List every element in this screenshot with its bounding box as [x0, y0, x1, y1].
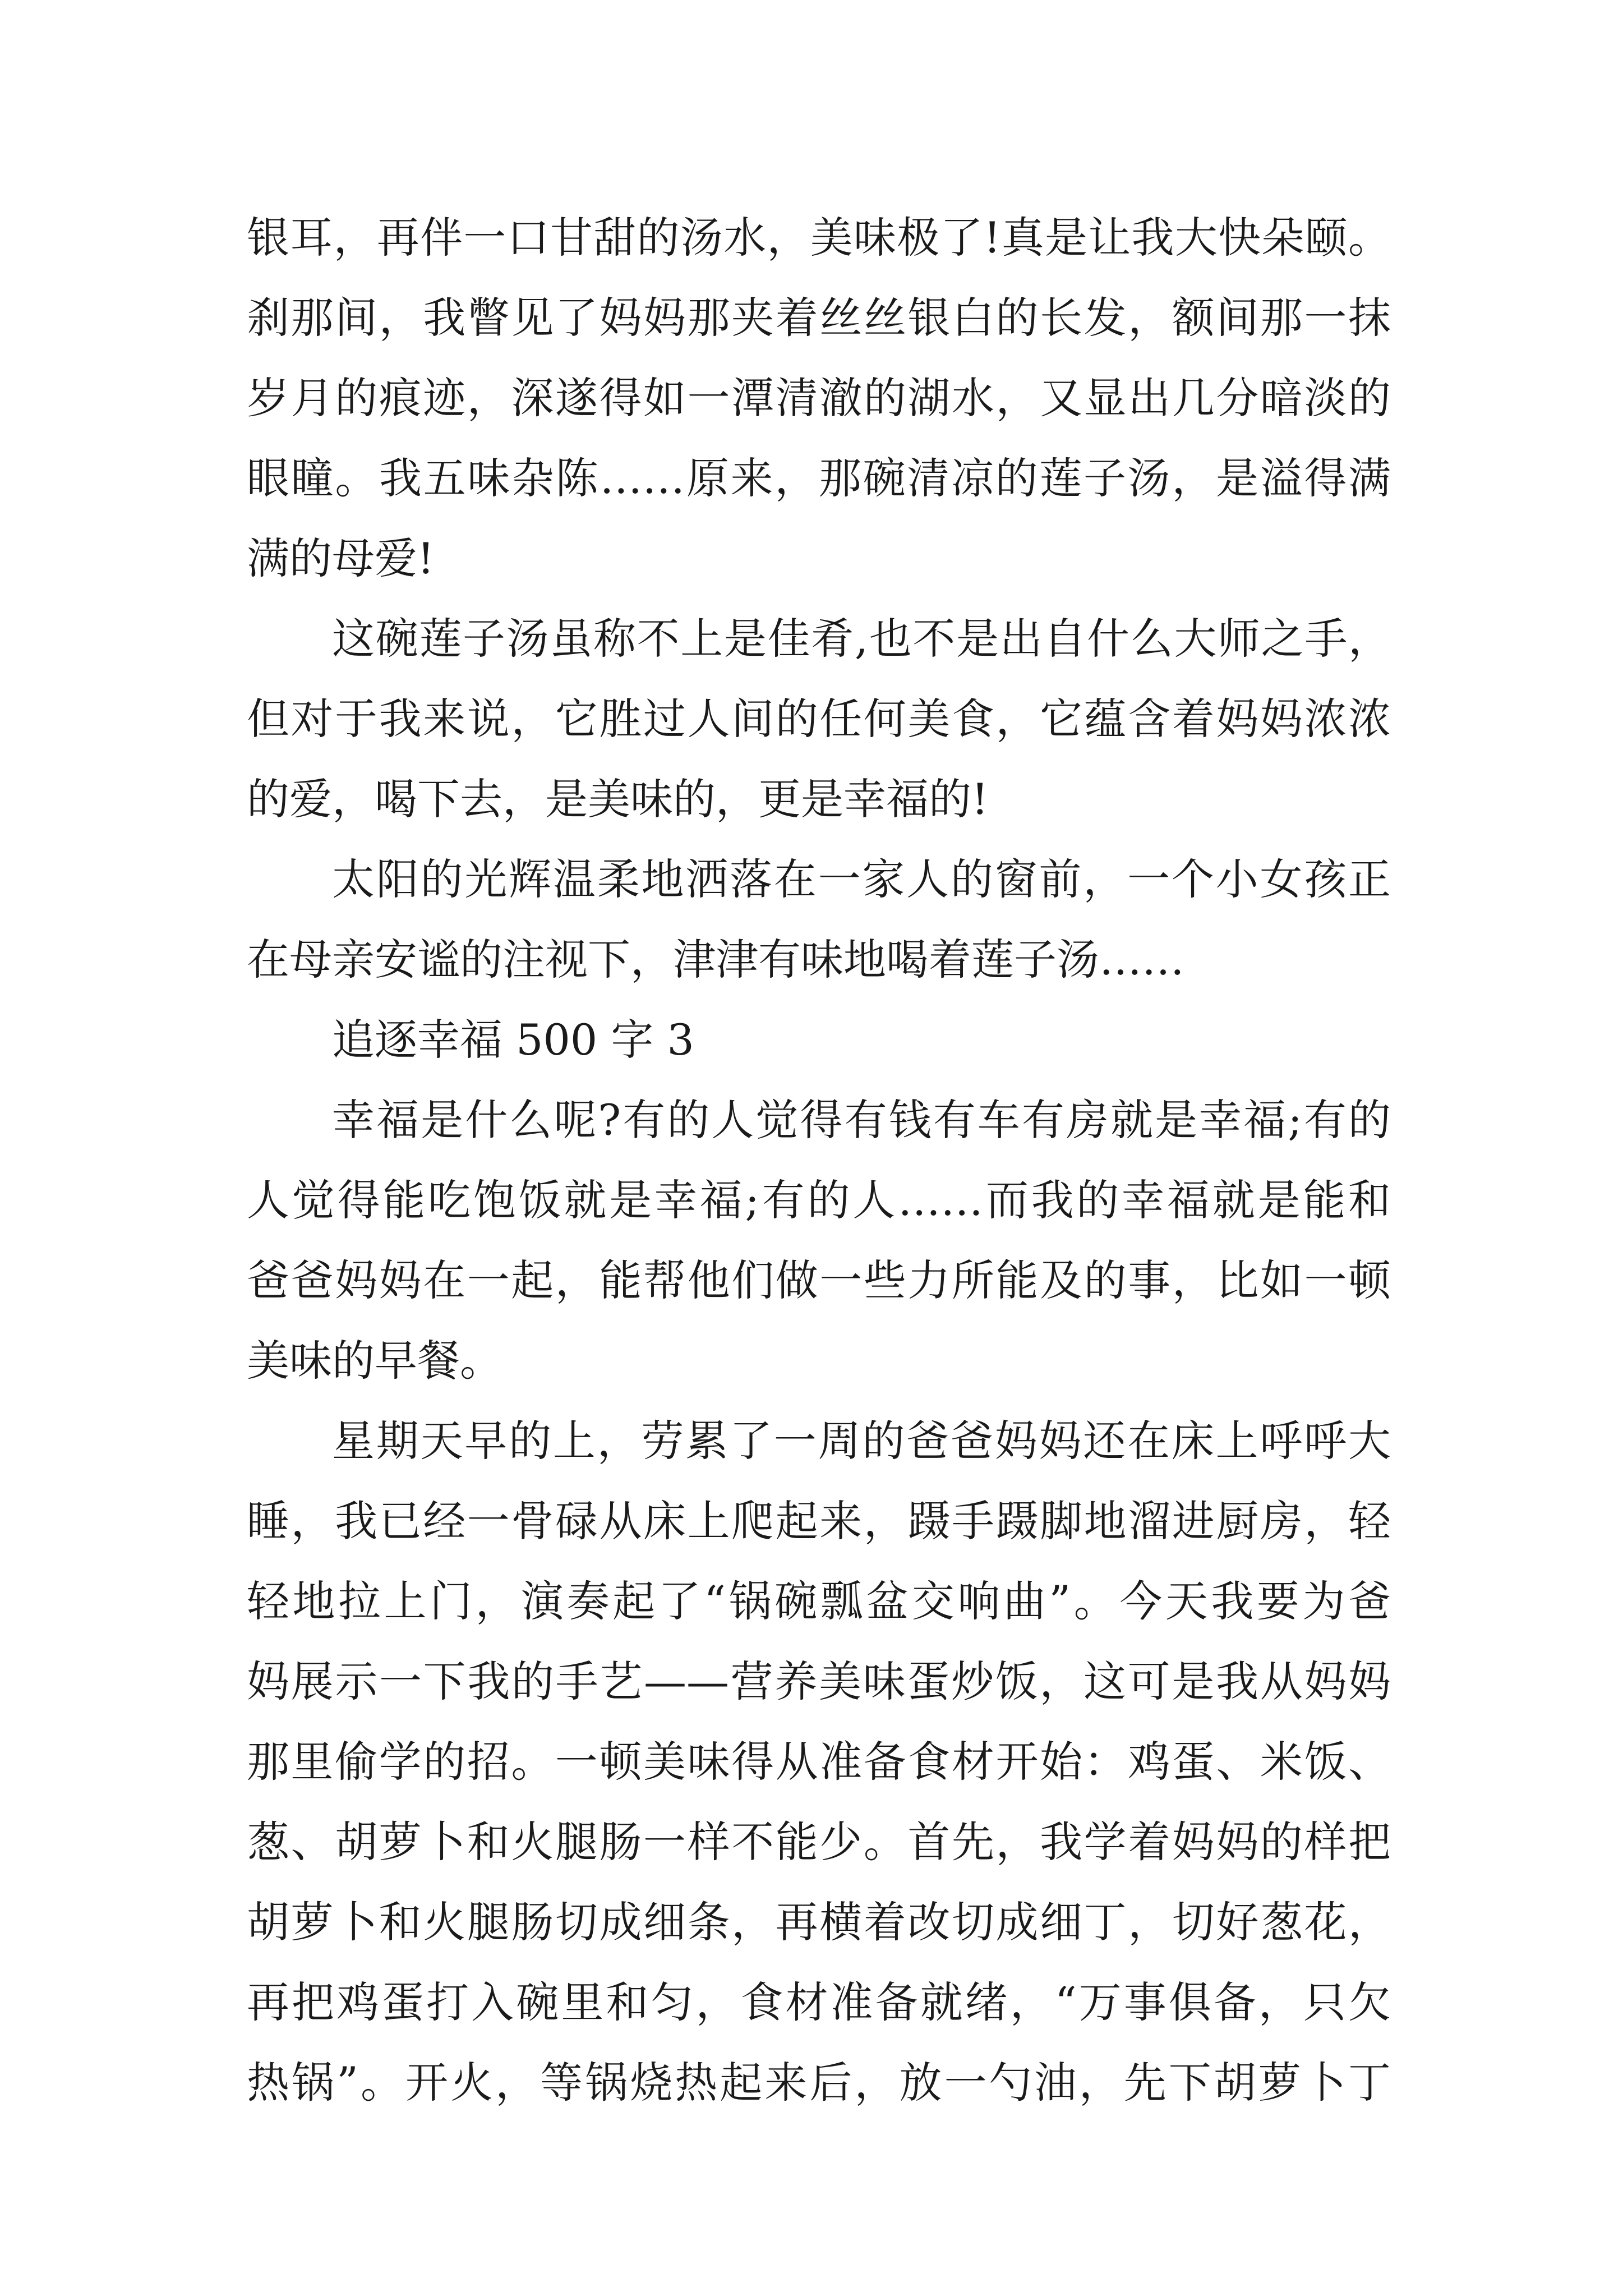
- text-line: 胡萝卜和火腿肠切成细条，再横着改切成细丁，切好葱花，: [247, 1897, 1391, 1947]
- text-line: 满的母爱!: [247, 533, 435, 583]
- paragraph: [247, 1080, 1391, 1401]
- text-line: 热锅”。开火，等锅烧热起来后，放一勺油，先下胡萝卜丁: [247, 2058, 1391, 2108]
- text-line: 眼瞳。我五味杂陈……原来，那碗清凉的莲子汤，是溢得满: [247, 453, 1391, 503]
- text-line: 岁月的痕迹，深遂得如一潭清澈的湖水，又显出几分暗淡的: [247, 373, 1391, 423]
- section-heading: [247, 1000, 1391, 1080]
- text-line: 睡，我已经一骨碌从床上爬起来，蹑手蹑脚地溜进厨房，轻: [247, 1496, 1391, 1546]
- text-line: 爸爸妈妈在一起，能帮他们做一些力所能及的事，比如一顿: [247, 1255, 1391, 1305]
- text-line: 的爱，喝下去，是美味的，更是幸福的!: [247, 774, 989, 824]
- paragraph: [247, 839, 1391, 1000]
- text-line: 这碗莲子汤虽称不上是佳肴,也不是出自什么大师之手，: [332, 614, 1391, 664]
- text-line: 刹那间，我瞥见了妈妈那夹着丝丝银白的长发，额间那一抹: [247, 293, 1391, 343]
- paragraph: [247, 1401, 1391, 2123]
- text-line: 轻地拉上门，演奏起了“锅碗瓢盆交响曲”。今天我要为爸: [247, 1576, 1391, 1626]
- text-line: 美味的早餐。: [247, 1336, 502, 1386]
- text-line: 太阳的光辉温柔地洒落在一家人的窗前，一个小女孩正: [332, 854, 1391, 904]
- text-line: 幸福是什么呢?有的人觉得有钱有车有房就是幸福;有的: [332, 1095, 1391, 1145]
- text-line: 再把鸡蛋打入碗里和匀，食材准备就绪，“万事俱备，只欠: [247, 1977, 1391, 2027]
- text-line: 妈展示一下我的手艺——营养美味蛋炒饭，这可是我从妈妈: [247, 1657, 1391, 1706]
- document-body: [247, 197, 1391, 2123]
- text-line: 在母亲安谧的注视下，津津有味地喝着莲子汤……: [247, 935, 1184, 984]
- text-line: 银耳，再伴一口甘甜的汤水，美味极了!真是让我大快朵颐。: [247, 213, 1391, 263]
- text-line: 那里偷学的招。一顿美味得从准备食材开始：鸡蛋、米饭、: [247, 1737, 1391, 1787]
- text-line: 人觉得能吃饱饭就是幸福;有的人……而我的幸福就是能和: [247, 1175, 1391, 1225]
- heading-text: 追逐幸福 500 字 3: [332, 1015, 694, 1065]
- text-line: 星期天早的上，劳累了一周的爸爸妈妈还在床上呼呼大: [332, 1416, 1391, 1466]
- text-line: 但对于我来说，它胜过人间的任何美食，它蕴含着妈妈浓浓: [247, 694, 1391, 744]
- paragraph: [247, 599, 1391, 839]
- paragraph: [247, 197, 1391, 599]
- text-line: 葱、胡萝卜和火腿肠一样不能少。首先，我学着妈妈的样把: [247, 1817, 1391, 1867]
